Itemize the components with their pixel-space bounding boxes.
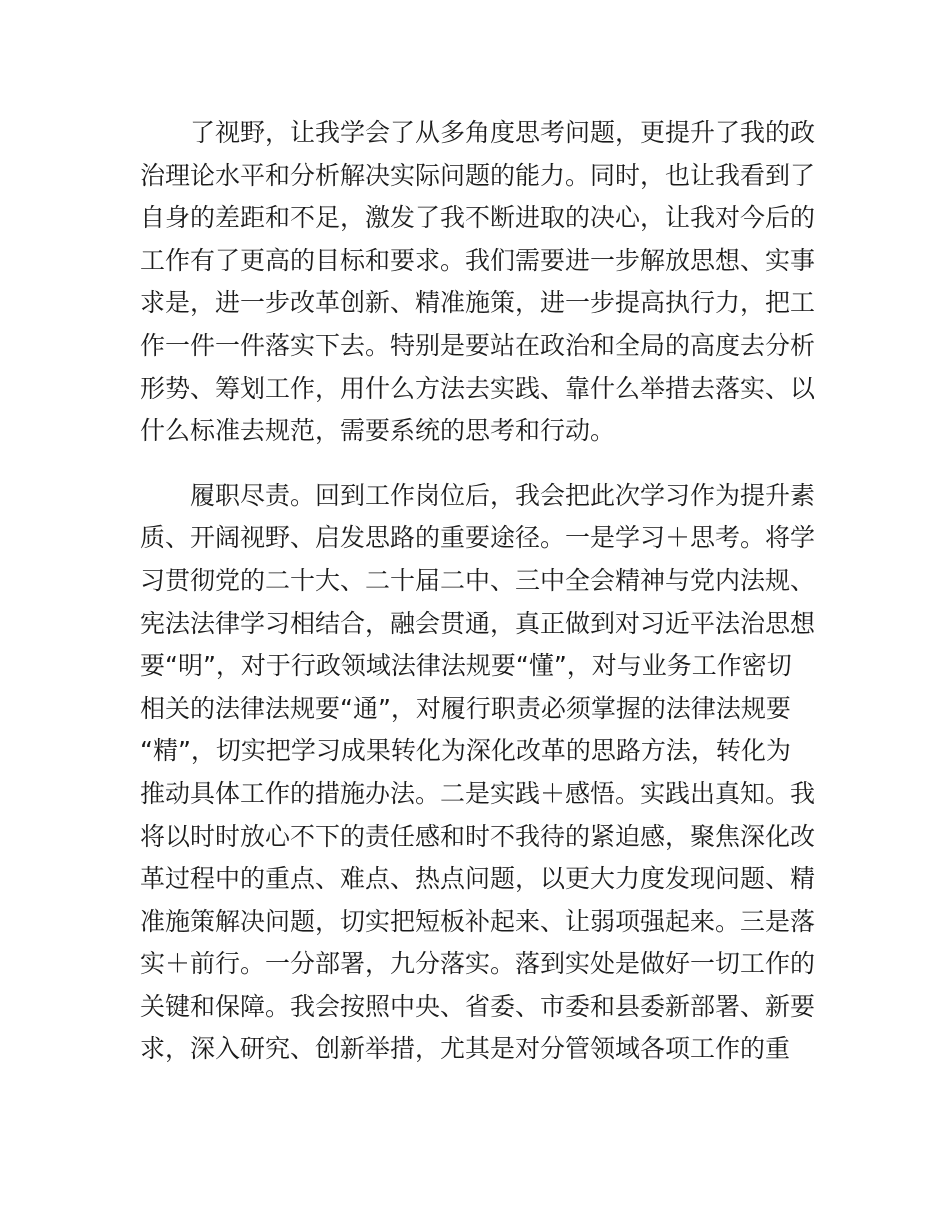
text-line: “精”，切实把学习成果转化为深化改革的思路方法，转化为 bbox=[140, 736, 791, 766]
text-line: 准施策解决问题，切实把短板补起来、让弱项强起来。三是落 bbox=[140, 906, 816, 936]
body-text bbox=[140, 112, 820, 1071]
text-line: 治理论水平和分析解决实际问题的能力。同时，也让我看到了 bbox=[140, 160, 816, 190]
text-line: 履职尽责。回到工作岗位后，我会把此次学习作为提升素 bbox=[190, 480, 816, 510]
paragraph-spacer bbox=[140, 453, 820, 475]
text-line: 作一件一件落实下去。特别是要站在政治和全局的高度去分析 bbox=[140, 330, 816, 360]
text-line: 习贯彻党的二十大、二十届二中、三中全会精神与党内法规、 bbox=[140, 565, 816, 595]
text-line: 将以时时放心不下的责任感和时不我待的紧迫感，聚焦深化改 bbox=[140, 821, 816, 851]
paragraph-2 bbox=[140, 475, 820, 1071]
text-line: 宪法法律学习相结合，融会贯通，真正做到对习近平法治思想 bbox=[140, 608, 816, 638]
text-line: 要“明”，对于行政领域法律法规要“懂”，对与业务工作密切 bbox=[140, 651, 792, 681]
text-line: 了视野，让我学会了从多角度思考问题，更提升了我的政 bbox=[190, 118, 816, 147]
text-line: 自身的差距和不足，激发了我不断进取的决心，让我对今后的 bbox=[140, 203, 816, 233]
text-line: 形势、筹划工作，用什么方法去实践、靠什么举措去落实、以 bbox=[140, 373, 816, 403]
text-line: 工作有了更高的目标和要求。我们需要进一步解放思想、实事 bbox=[140, 245, 816, 275]
text-line: 关键和保障。我会按照中央、省委、市委和县委新部署、新要 bbox=[140, 991, 816, 1021]
text-line: 什么标准去规范，需要系统的思考和行动。 bbox=[140, 416, 616, 446]
text-line: 相关的法律法规要“通”，对履行职责必须掌握的法律法规要 bbox=[140, 693, 791, 723]
text-line: 实＋前行。一分部署，九分落实。落到实处是做好一切工作的 bbox=[140, 949, 816, 979]
text-line: 求是，进一步改革创新、精准施策，进一步提高执行力，把工 bbox=[140, 288, 816, 318]
paragraph-1 bbox=[140, 112, 820, 453]
text-line: 求，深入研究、创新举措，尤其是对分管领域各项工作的重 bbox=[140, 1034, 791, 1064]
text-line: 推动具体工作的措施办法。二是实践＋感悟。实践出真知。我 bbox=[140, 778, 816, 808]
text-line: 质、开阔视野、启发思路的重要途径。一是学习＋思考。将学 bbox=[140, 523, 816, 553]
text-line: 革过程中的重点、难点、热点问题，以更大力度发现问题、精 bbox=[140, 864, 816, 894]
